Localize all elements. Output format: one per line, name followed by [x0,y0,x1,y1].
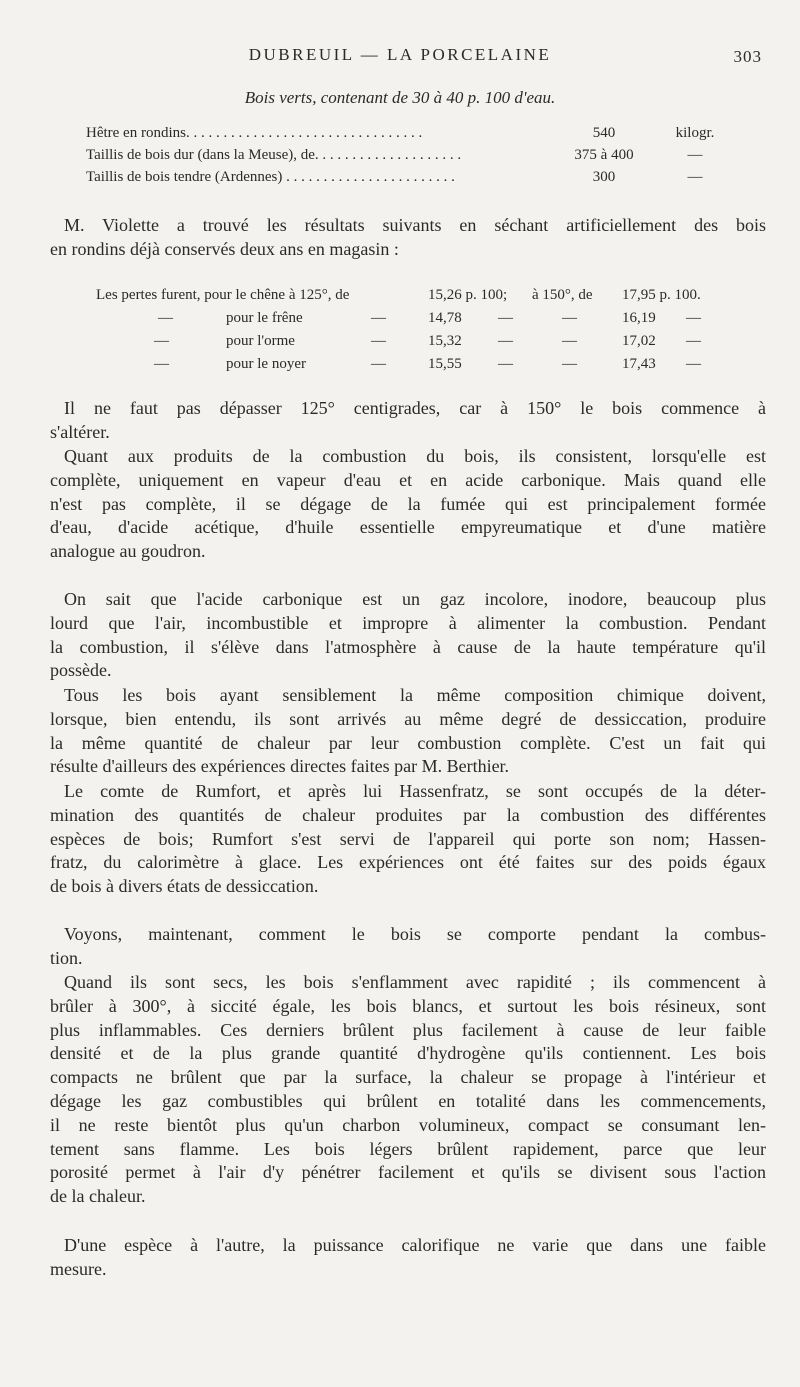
body-paragraph [50,445,766,564]
row-unit: — [687,147,703,163]
page-number: 303 [733,47,762,66]
text-line: plus inflammables. Ces derniers brûlent plus facilement à cause de leur faible [50,1019,766,1040]
text-line: Il ne faut pas dépasser 125° centigrades, car à 150° le bois commence à [64,398,766,418]
body-paragraph [50,1234,766,1282]
row-value-125: 15,26 p. 100; [428,287,508,303]
text-line: M. Violette a trouvé les résultats suivants en séchant artificiellement des bois [64,215,766,235]
body-paragraph [50,684,766,779]
text-line: en rondins déjà conservés deux ans en magasin : [50,238,399,259]
ditto-mark: — [154,333,169,349]
running-title: DUBREUIL — LA PORCELAINE [248,45,552,64]
text-line: il ne reste bientôt plus qu'un charbon volumineux, compact se consumant len- [50,1114,766,1135]
row-value-125: 15,55 [428,356,462,372]
text-line: complète, uniquement en vapeur d'eau et en acide carbonique. Mais quand elle [50,469,766,490]
ditto-mark: — [498,333,513,349]
table-row [96,287,736,310]
table-row [86,125,726,147]
ditto-mark: — [371,333,386,349]
text-line: Quand ils sont secs, les bois s'enflamment avec rapidité ; ils commencent à [64,972,766,992]
row-label: Taillis de bois tendre (Ardennes) . . . . . . . . . . . . . . . . . . . . . . . [86,169,455,185]
row-label: Taillis de bois dur (dans la Meuse), de. . . . . . . . . . . . . . . . . . . . [86,147,462,163]
table-row [86,169,726,191]
row-value-150: 16,19 [622,310,656,326]
text-line: Voyons, maintenant, comment le bois se comporte pendant la combus- [64,924,766,944]
row-value-125: 14,78 [428,310,462,326]
ditto-mark: — [562,310,577,326]
text-line: Tous les bois ayant sensiblement la même composition chimique doivent, [64,685,766,705]
ditto-mark: — [686,333,701,349]
row-value: 540 [592,125,616,141]
text-line: lorsque, bien entendu, ils sont arrivés au même degré de dessiccation, produire [50,708,766,729]
ditto-mark: — [686,310,701,326]
text-line: analogue au goudron. [50,541,206,562]
text-line: possède. [50,660,112,681]
body-paragraph [50,397,766,445]
text-line: lourd que l'air, incombustible et impropre à alimenter la combustion. Pendant [50,612,766,633]
text-line: de bois à divers états de dessiccation. [50,876,319,897]
row-lead: pour l'orme [226,333,295,349]
row-value-150: 17,95 p. 100. [622,287,701,303]
text-line: n'est pas complète, il se dégage de la fumée qui est principalement formée [50,493,766,514]
text-line: dégage les gaz combustibles qui brûlent en totalité dans les commencements, [50,1090,766,1111]
ditto-mark: — [498,310,513,326]
text-line: la combustion, il s'élève dans l'atmosphère à cause de la haute température qu'il [50,636,766,657]
row-lead: Les pertes furent, pour le chêne à 125°, de [96,287,350,303]
text-line: densité et de la plus grande quantité d'hydrogène qu'ils contiennent. Les bois [50,1043,766,1064]
row-value: 300 [592,169,616,185]
page-header [0,45,800,71]
ditto-mark: — [371,310,386,326]
body-paragraph [50,923,766,971]
text-line: porosité permet à l'air d'y pénétrer facilement et qu'ils se divisent sous l'action [50,1162,766,1183]
body-paragraph [50,971,766,1209]
ditto-mark: — [158,310,173,326]
text-line: fratz, du calorimètre à glace. Les expériences ont été faites sur des poids égaux [50,852,766,873]
row-unit: — [687,169,703,185]
text-line: résulte d'ailleurs des expériences directes faites par M. Berthier. [50,756,510,777]
row-label: Hêtre en rondins. . . . . . . . . . . . . . . . . . . . . . . . . . . . . . . . [86,125,423,141]
ditto-mark: — [562,333,577,349]
row-value: 375 à 400 [574,147,634,163]
text-line: la même quantité de chaleur par leur combustion complète. C'est un fait qui [50,732,766,753]
row-value-150: 17,43 [622,356,656,372]
text-line: Quant aux produits de la combustion du bois, ils consistent, lorsqu'elle est [64,446,766,466]
text-line: brûler à 300°, à siccité égale, les bois blancs, et surtout les bois résineux, sont [50,995,766,1016]
row-lead: pour le frêne [226,310,303,326]
table-row [96,333,736,356]
ditto-mark: — [562,356,577,372]
ditto-mark: — [371,356,386,372]
text-line: mesure. [50,1258,107,1279]
row-unit: kilogr. [675,125,715,141]
green-wood-table [86,125,726,191]
body-paragraph [50,588,766,683]
text-line: espèces de bois; Rumfort s'est servi de l'appareil qui porte son nom; Hassen- [50,828,766,849]
table-row [96,356,736,379]
ditto-mark: — [154,356,169,372]
table-caption [0,88,800,108]
text-line: d'eau, d'acide acétique, d'huile essentielle empyreumatique et d'une matière [50,517,766,538]
table-row [96,310,736,333]
weight-loss-table [96,287,736,379]
table-caption-text: Bois verts, contenant de 30 à 40 p. 100 d'eau. [244,88,556,107]
ditto-mark: — [498,356,513,372]
text-line: On sait que l'acide carbonique est un gaz incolore, inodore, beaucoup plus [64,589,766,609]
text-line: mination des quantités de chaleur produites par la combustion des différentes [50,804,766,825]
row-label-150: à 150°, de [532,287,593,303]
text-line: Le comte de Rumfort, et après lui Hassenfratz, se sont occupés de la déter- [64,781,766,801]
table-row [86,147,726,169]
text-line: D'une espèce à l'autre, la puissance calorifique ne varie que dans une faible [64,1235,766,1255]
row-value-150: 17,02 [622,333,656,349]
text-line: compacts ne brûlent que par la surface, la chaleur se propage à l'intérieur et [50,1067,766,1088]
text-line: s'altérer. [50,421,110,442]
ditto-mark: — [686,356,701,372]
body-paragraph [50,780,766,899]
row-value-125: 15,32 [428,333,462,349]
row-lead: pour le noyer [226,356,306,372]
text-line: tement sans flamme. Les bois légers brûlent rapidement, parce que leur [50,1138,766,1159]
intro-paragraph [50,214,766,262]
text-line: tion. [50,947,83,968]
text-line: de la chaleur. [50,1186,146,1207]
